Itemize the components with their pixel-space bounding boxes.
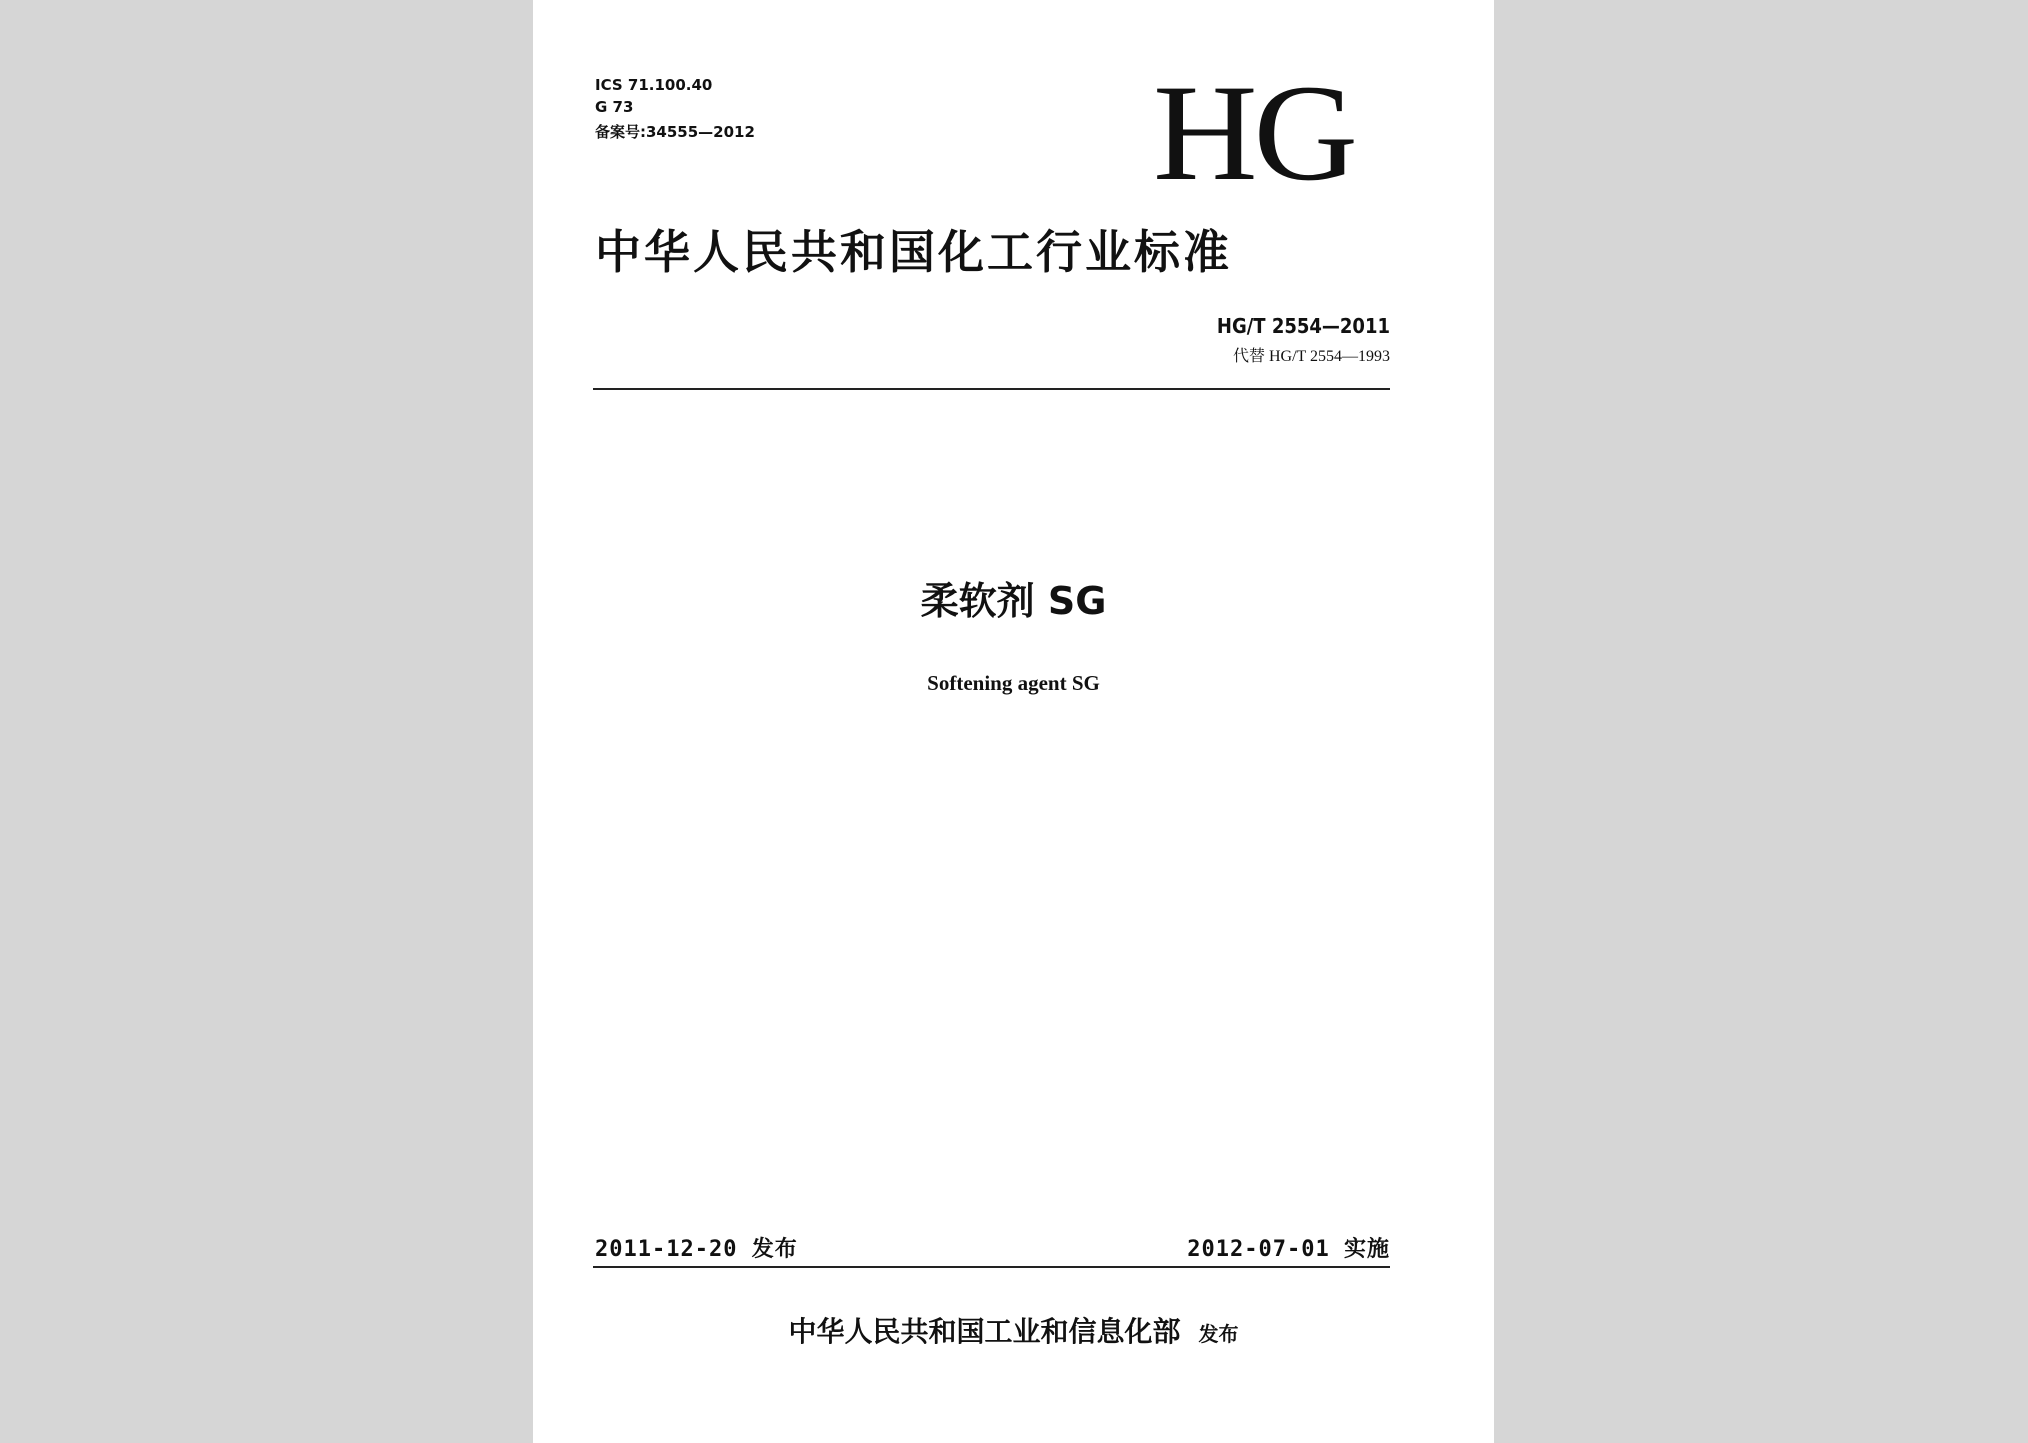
issuer-name: 中华人民共和国工业和信息化部 <box>788 1315 1181 1348</box>
filing-number: 备案号:34555—2012 <box>595 123 755 141</box>
issuing-authority <box>533 1312 1494 1354</box>
header-divider <box>593 388 1390 390</box>
standard-cover-page <box>533 0 1494 1443</box>
implementation-date: 2012-07-01 实施 <box>1187 1237 1390 1262</box>
replaced-standard: 代替 HG/T 2554—1993 <box>1232 348 1390 365</box>
issuer-suffix: 发布 <box>1198 1322 1239 1346</box>
footer-divider <box>593 1266 1390 1268</box>
standard-category-heading: 中华人民共和国化工行业标准 <box>595 225 1232 279</box>
issue-date: 2011-12-20 发布 <box>595 1237 798 1262</box>
ics-code: ICS 71.100.40 <box>595 76 713 94</box>
standard-number: HG/T 2554—2011 <box>1216 314 1390 338</box>
classification-code: G 73 <box>595 98 634 116</box>
document-title-chinese: 柔软剂 SG <box>920 579 1107 623</box>
hg-logo: HG <box>1153 56 1354 209</box>
document-title-english: Softening agent SG <box>927 671 1100 695</box>
